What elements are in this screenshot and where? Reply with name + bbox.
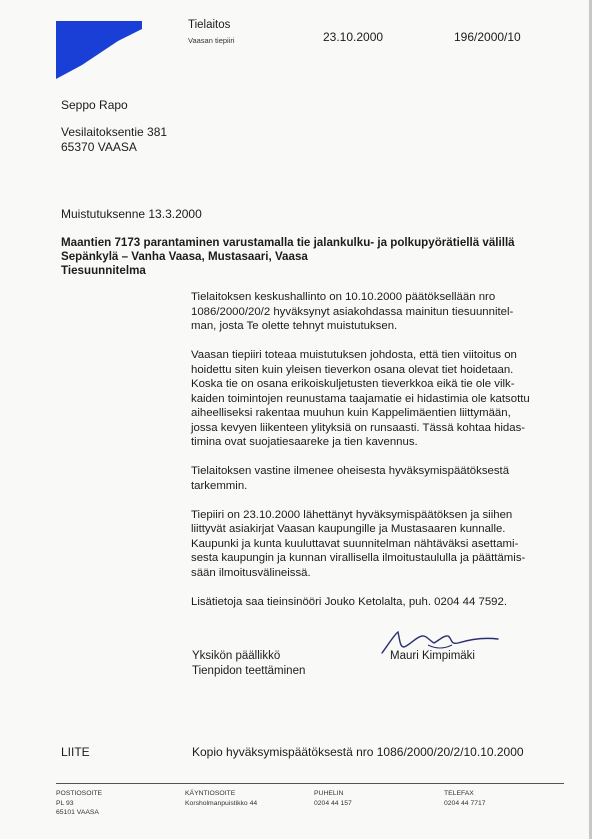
subject-heading [61,236,515,278]
subject-line: Maantien 7173 parantaminen varustamalla tie jalankulku- ja polkupyörätiellä välillä [61,236,515,249]
recipient-postal: 65370 VAASA [61,140,137,154]
recipient-street: Vesilaitoksentie 381 [61,125,168,139]
body-paragraph: Lisätietoja saa tieinsinööri Jouko Ketolalta, puh. 0204 44 7592. [191,595,507,608]
letter-reference: 196/2000/10 [454,30,521,44]
letter-body [191,290,556,624]
reference-line: Muistutuksenne 13.3.2000 [61,207,202,221]
signer-name: Mauri Kimpimäki [390,650,475,662]
signer-department: Tienpidon teettäminen [192,665,306,677]
recipient-name: Seppo Rapo [61,98,128,112]
footer-postal-address: POSTIOSOITE PL 93 65101 VAASA [56,790,103,817]
organization-name: Tielaitos [188,19,231,31]
subject-line: Tiesuunnitelma [61,264,146,277]
footer-fax: TELEFAX 0204 44 7717 [444,790,486,807]
subject-line: Sepänkylä – Vanha Vaasa, Mustasaari, Vaasa [61,250,308,263]
letter-date: 23.10.2000 [323,30,384,44]
footer-visiting-address: KÄYNTIOSOITE Korsholmanpuistikko 44 [185,790,258,807]
footer-divider [56,783,564,784]
attachment-text: Kopio hyväksymispäätöksestä nro 1086/2000/20/2/10.10.2000 [192,745,524,759]
body-paragraph: Tielaitoksen keskushallinto on 10.10.2000 päätöksellään nro 1086/2000/20/2 hyväksynyt asiakohdassa mainitun tiesuunnitel- man, josta Te olette tehnyt muistutuksen. [191,291,514,332]
tielaitos-logo-icon [56,21,142,79]
body-paragraph: Tielaitoksen vastine ilmenee oheisesta hyväksymispäätöksestä tarkemmin. [191,465,510,492]
organization-unit: Vaasan tiepiiri [188,36,235,45]
signer-title: Yksikön päällikkö [192,650,281,662]
body-paragraph: Vaasan tiepiiri toteaa muistutuksen johdosta, että tien viitoitus on hoidettu siten kuin yleisen tieverkon osana olevat tiet hoidetaan. Koska tie on osana erikoiskuljetusten tieverkkoa eikä tie ole vilk- kaiden toimintojen reunustama taajamatie ei hidastimia ole katsottu aiheelliseksi rakentaa muuhun kuin Kappelimäentien liittymään, jossa kevyen liikenteen ylityksiä on runsaasti. Tässä kohtaa hidas- timina ovat suojatiesaareke ja tien kavennus. [191,349,530,448]
signer-title-block [192,649,305,679]
attachment-label: LIITE [61,745,90,759]
body-paragraph: Tiepiiri on 23.10.2000 lähettänyt hyväksymispäätöksen ja siihen liittyvät asiakirjat Vaasan kaupungille ja Mustasaaren kunnalle. Kaupunki ja kunta kuuluttavat suunnitelman nähtäväksi asettami- sesta kaupungin ja kunnan virallisella ilmoitustaululla ja päättämis- sään ilmoitusvälineissä. [191,508,526,579]
footer-phone: PUHELIN 0204 44 157 [314,790,352,807]
